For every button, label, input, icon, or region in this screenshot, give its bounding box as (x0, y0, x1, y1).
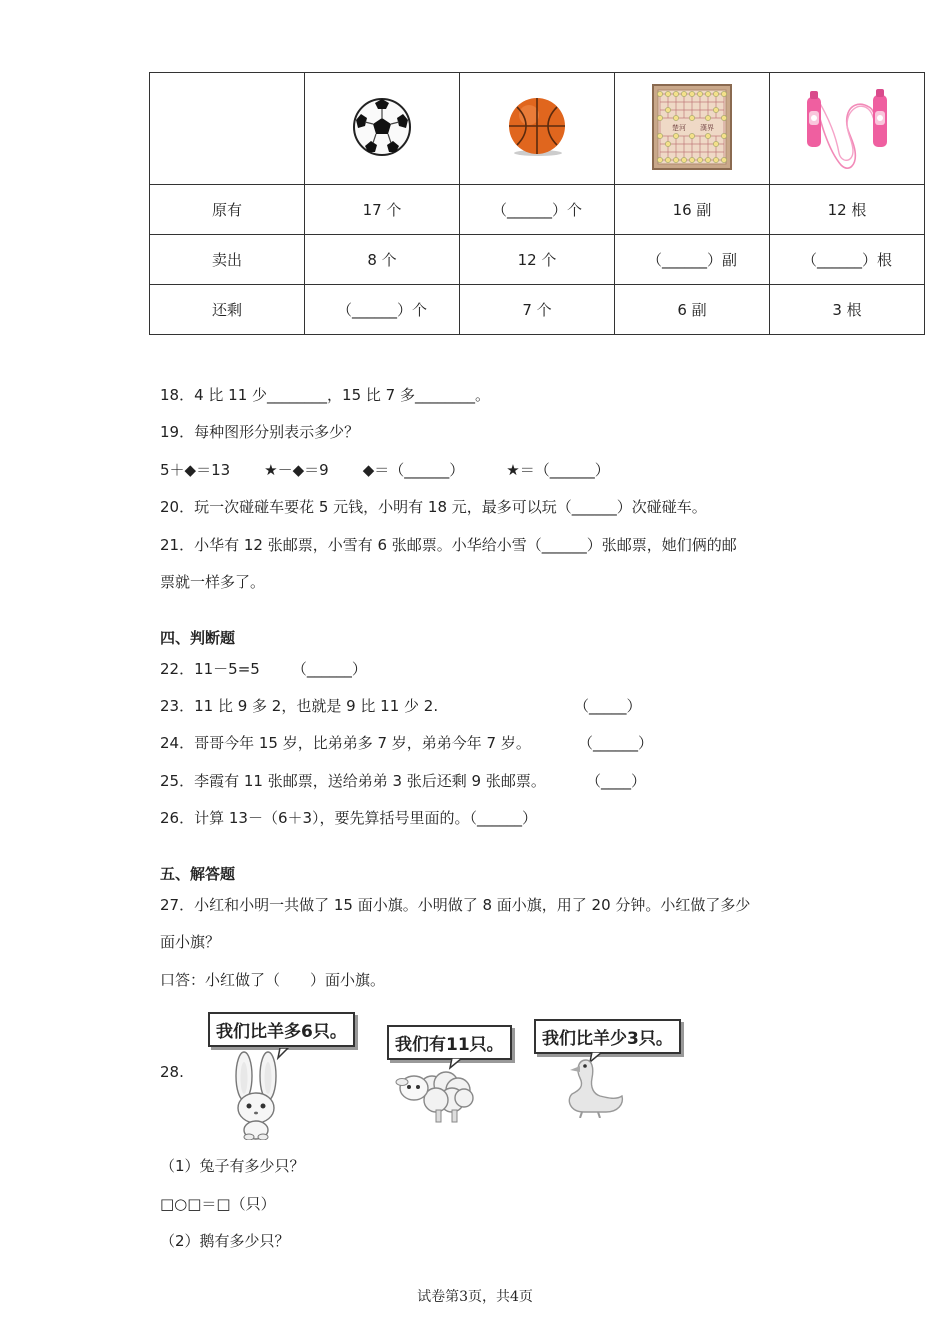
question-24: 24．哥哥今年 15 岁，比弟弟多 7 岁，弟弟今年 7 岁。 (160, 734, 531, 752)
table-cell: 17 个 (305, 185, 460, 235)
table-cell: （______）个 (305, 285, 460, 335)
table-cell: （______）个 (460, 185, 615, 235)
goose-icon (562, 1052, 632, 1118)
chess-river-label-1: 楚河 (672, 123, 686, 132)
question-27-line-1: 27．小红和小明一共做了 15 面小旗。小明做了 8 面小旗，用了 20 分钟。小红做了多少 (160, 896, 751, 914)
jump-rope-icon (799, 81, 895, 173)
table-cell: （______）根 (770, 235, 925, 285)
question-28-part-1: （1）兔子有多少只？ (160, 1157, 305, 1175)
table-cell: 8 个 (305, 235, 460, 285)
question-22-text: 22．11－5=5 (160, 660, 260, 678)
table-cell: 7 个 (460, 285, 615, 335)
question-28-part-1-equation: □○□＝□（只） (160, 1195, 276, 1213)
question-28-part-2: （2）鹅有多少只？ (160, 1232, 290, 1250)
table-cell: 12 根 (770, 185, 925, 235)
table-cell: 6 副 (615, 285, 770, 335)
question-28-number: 28. (160, 1063, 184, 1081)
question-19-equations (160, 459, 610, 480)
rabbit-speech-bubble: 我们比羊多6只。 (208, 1012, 355, 1047)
equation-1: 5＋◆＝13 (160, 461, 231, 479)
table-cell: 16 副 (615, 185, 770, 235)
table-corner-cell (150, 73, 305, 185)
answer-blank: （______） (291, 660, 367, 678)
section-4-heading: 四、判断题 (160, 629, 236, 647)
equation-2: ★－◆＝9 (264, 461, 329, 479)
row-label: 原有 (150, 185, 305, 235)
chinese-chess-icon (652, 84, 732, 170)
football-icon (351, 96, 413, 158)
answer-blank-25: （____） (586, 772, 647, 790)
answer-blank-23: （_____） (574, 697, 642, 715)
goods-table (149, 72, 925, 335)
question-18: 18．4 比 11 少________，15 比 7 多________。 (160, 386, 490, 404)
sheep-icon (392, 1058, 484, 1124)
row-label: 卖出 (150, 235, 305, 285)
question-21-line-2: 票就一样多了。 (160, 573, 266, 591)
page-footer: 试卷第3页，共4页 (417, 1289, 533, 1305)
answer-blank-24: （______） (578, 734, 654, 752)
section-5-heading: 五、解答题 (160, 865, 236, 883)
equation-3: ◆＝（______） (362, 461, 465, 479)
question-23: 23．11 比 9 多 2，也就是 9 比 11 少 2. (160, 697, 439, 715)
question-27-line-2: 面小旗？ (160, 933, 221, 951)
basketball-cell (460, 73, 615, 185)
row-label: 还剩 (150, 285, 305, 335)
question-22 (160, 658, 367, 679)
goose-speech-bubble: 我们比羊少3只。 (534, 1019, 681, 1054)
question-27-answer: 口答：小红做了（ ）面小旗。 (160, 971, 386, 989)
chess-cell (615, 73, 770, 185)
equation-4: ★＝（______） (506, 461, 610, 479)
basketball-icon (505, 95, 569, 159)
jump-rope-cell (770, 73, 925, 185)
chess-river-label-2: 漢界 (700, 123, 714, 132)
question-20: 20．玩一次碰碰车要花 5 元钱，小明有 18 元，最多可以玩（______）次碰碰车。 (160, 498, 707, 516)
table-cell: 3 根 (770, 285, 925, 335)
question-25: 25．李霞有 11 张邮票，送给弟弟 3 张后还剩 9 张邮票。 (160, 772, 546, 790)
football-cell (305, 73, 460, 185)
question-26: 26．计算 13－（6＋3），要先算括号里面的。（______） (160, 809, 538, 827)
table-cell: （______）副 (615, 235, 770, 285)
rabbit-icon (222, 1048, 292, 1140)
question-19: 19．每种图形分别表示多少？ (160, 423, 360, 441)
sheep-speech-bubble: 我们有11只。 (387, 1025, 512, 1060)
table-cell: 12 个 (460, 235, 615, 285)
question-21-line-1: 21．小华有 12 张邮票，小雪有 6 张邮票。小华给小雪（______）张邮票，她们俩的邮 (160, 536, 737, 554)
